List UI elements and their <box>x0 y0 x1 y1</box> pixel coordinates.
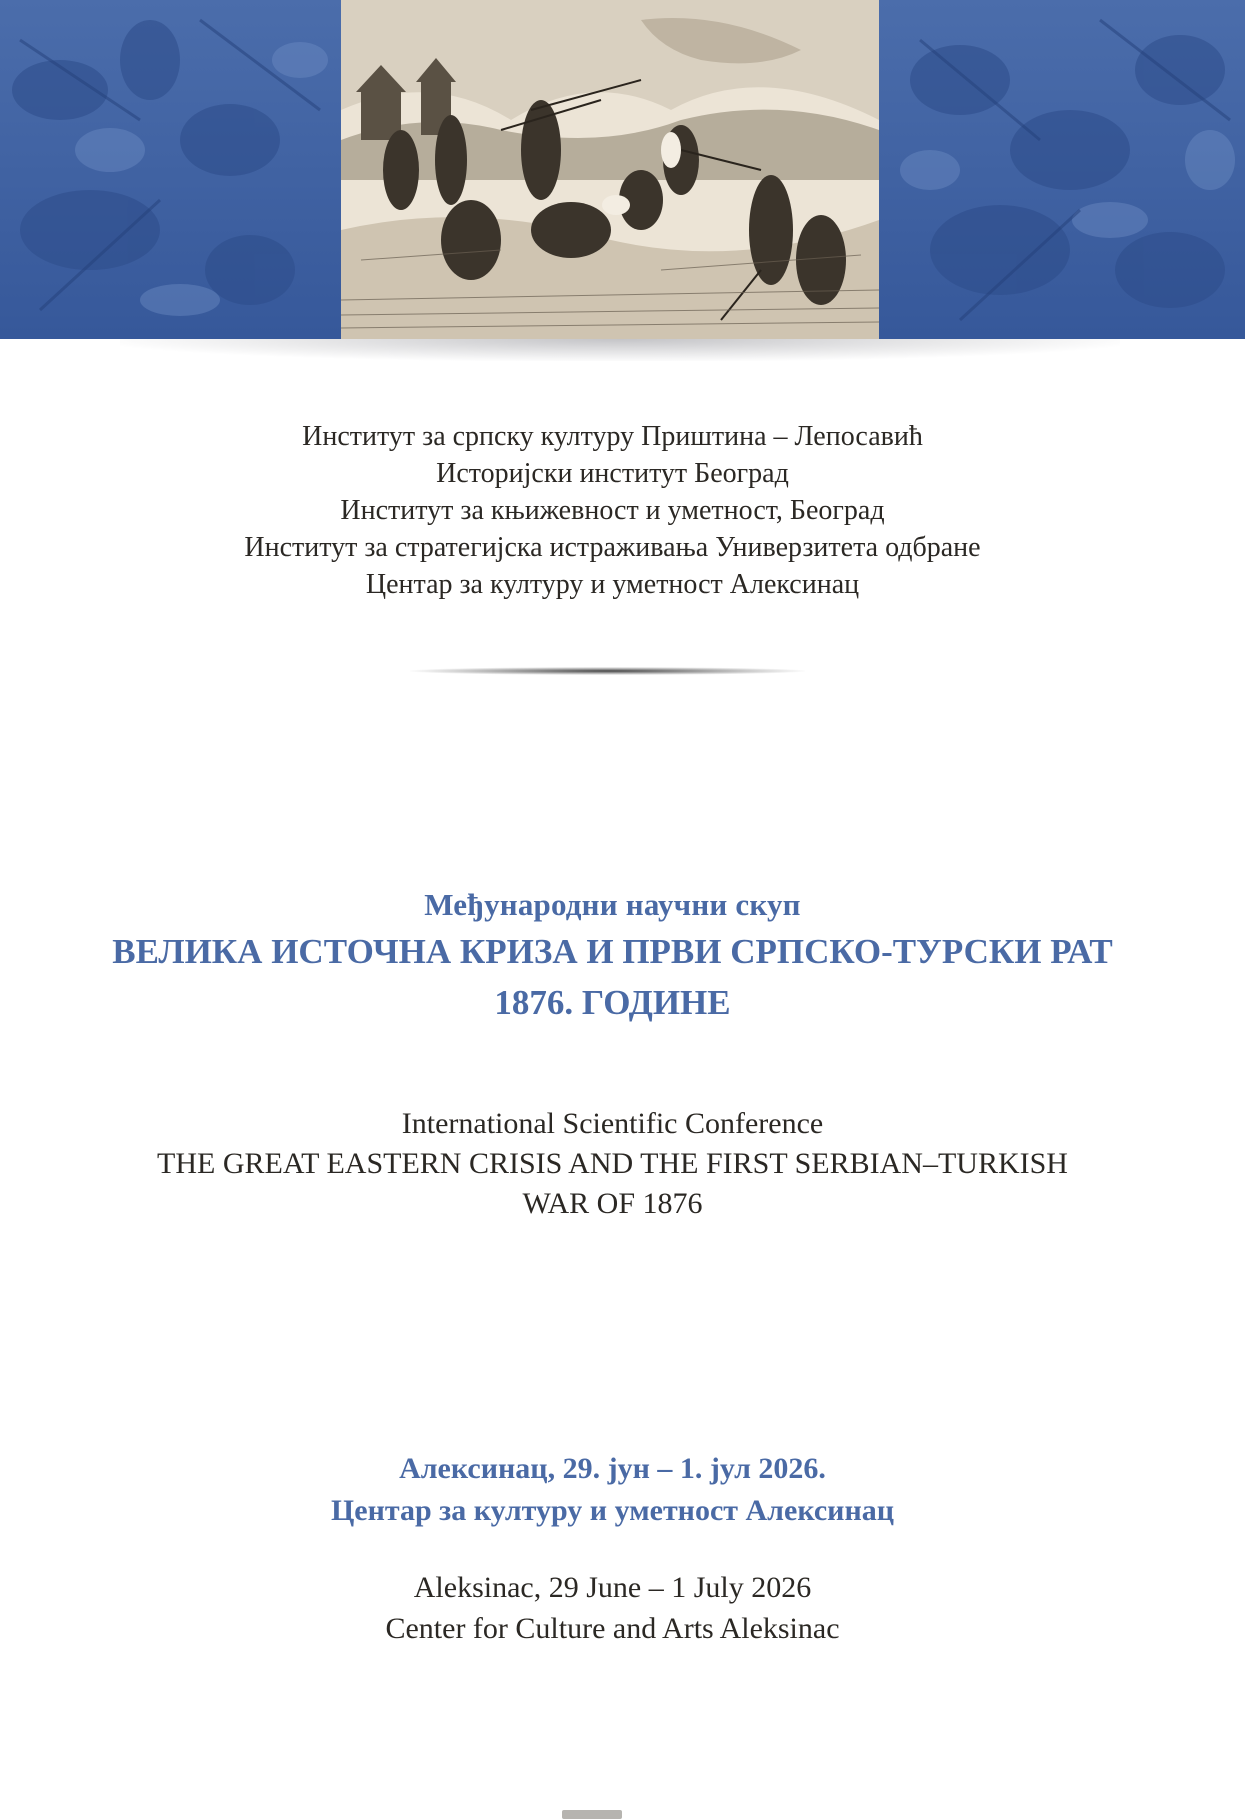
conference-title-serbian <box>0 884 1225 1028</box>
venue-place-en: Center for Culture and Arts Aleksinac <box>385 1612 840 1645</box>
venue-serbian <box>0 1448 1225 1532</box>
header-banner <box>0 0 1245 339</box>
venue-english <box>0 1567 1225 1649</box>
conference-title-sr-line1: ВЕЛИКА ИСТОЧНА КРИЗА И ПРВИ СРПСКО-ТУРСКИ РАТ <box>112 932 1113 971</box>
conference-title-en-line1: THE GREAT EASTERN CRISIS AND THE FIRST SERBIAN–TURKISH <box>157 1147 1068 1180</box>
institution-line: Институт за српску културу Приштина – Лепосавић <box>302 421 923 452</box>
institution-line: Институт за књижевност и уметност, Београд <box>340 495 885 526</box>
venue-date-sr: Алексинац, 29. јун – 1. јул 2026. <box>399 1452 826 1485</box>
battle-engraving <box>341 0 879 339</box>
institution-line: Центар за културу и уметност Алексинац <box>365 569 860 600</box>
conference-title-english <box>0 1104 1225 1224</box>
page-bottom-mark <box>562 1810 622 1819</box>
organizing-institutions <box>0 418 1225 603</box>
section-divider <box>410 667 805 675</box>
banner-shadow <box>120 339 1120 361</box>
conference-title-en-line2: WAR OF 1876 <box>522 1187 703 1220</box>
conference-title-sr-line2: 1876. ГОДИНЕ <box>494 983 731 1022</box>
venue-place-sr: Центар за културу и уметност Алексинац <box>330 1494 895 1527</box>
institution-line: Историјски институт Београд <box>436 458 789 489</box>
conference-subtitle-sr: Међународни научни скуп <box>424 887 801 922</box>
institution-line: Институт за стратегијска истраживања Универзитета одбране <box>244 532 981 563</box>
venue-date-en: Aleksinac, 29 June – 1 July 2026 <box>413 1571 812 1604</box>
conference-subtitle-en: International Scientific Conference <box>401 1107 824 1140</box>
